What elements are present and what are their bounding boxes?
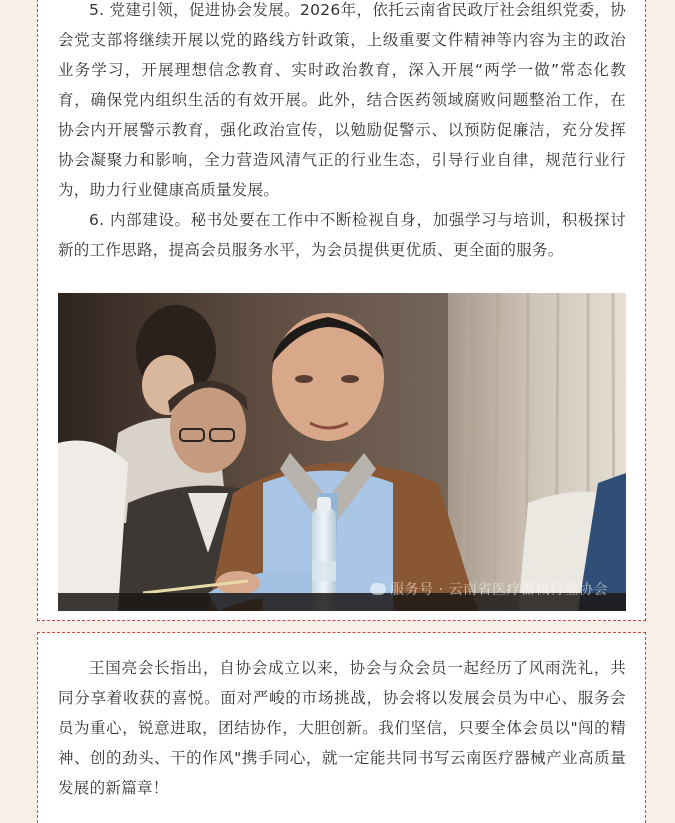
wechat-icon: [370, 583, 386, 595]
meeting-photo: [58, 293, 626, 611]
paragraph-president-speech: 王国亮会长指出，自协会成立以来，协会与众会员一起经历了风雨洗礼，共同分享着收获的喜悦。面对严峻的市场挑战，协会将以发展会员为中心、服务会员为重心，锐意进取，团结协作，大胆创新。我们坚信，只要全体会员以"闯的精神、创的劲头、干的作风"携手同心，就一定能共同书写云南医疗器械产业高质量发展的新篇章！: [58, 659, 626, 797]
paragraph-internal-construction: 6. 内部建设。秘书处要在工作中不断检视自身，加强学习与培训，积极探讨新的工作思路，提高会员服务水平，为会员提供更优质、更全面的服务。: [58, 211, 626, 259]
meeting-photo-illustration: [58, 293, 626, 611]
photo-watermark: [370, 579, 608, 599]
paragraph-party-building: 5. 党建引领，促进协会发展。2026年，依托云南省民政厅社会组织党委，协会党支部将继续开展以党的路线方针政策，上级重要文件精神等内容为主的政治业务学习，开展理想信念教育、实时政治教育，深入开展“两学一做”常态化教育，确保党内组织生活的有效开展。此外，结合医药领域腐败问题整治工作，在协会内开展警示教育，强化政治宣传，以勉励促警示、以预防促廉洁，充分发挥协会凝聚力和影响，全力营造风清气正的行业生态，引导行业自律，规范行业行为，助力行业健康高质量发展。: [58, 1, 626, 199]
photo-watermark-text: 服务号 · 云南省医疗器械行业协会: [390, 582, 608, 598]
